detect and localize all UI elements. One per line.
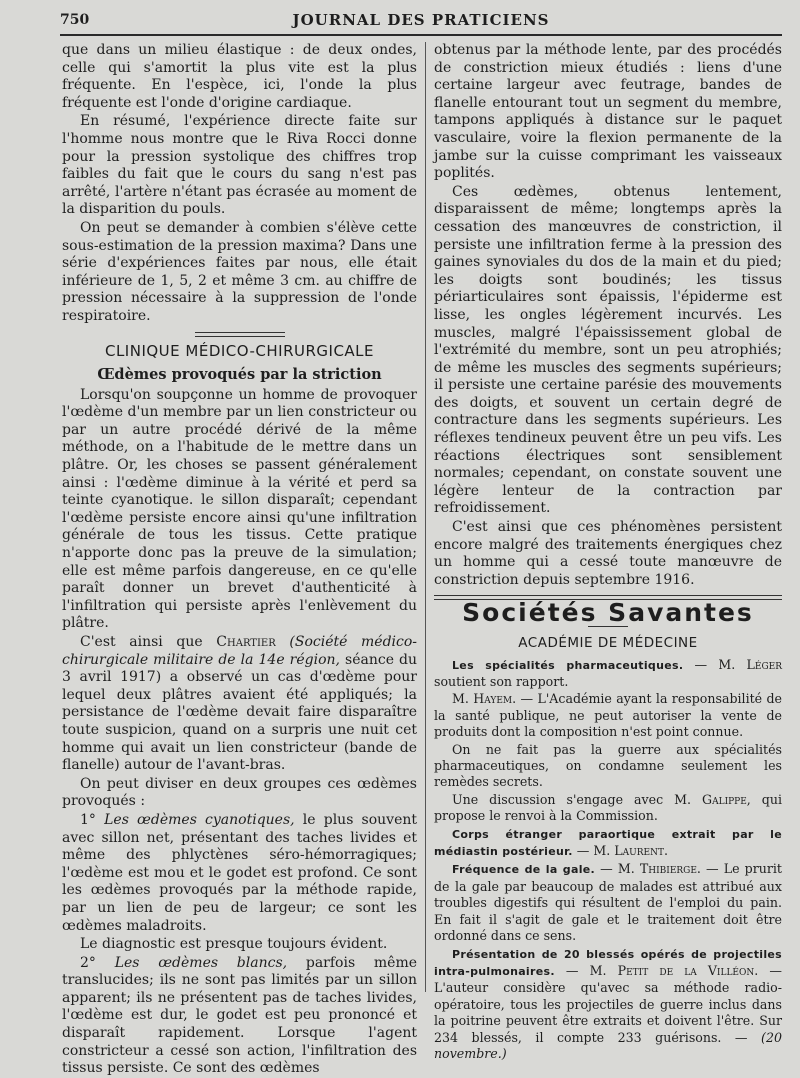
text-run: C'est ainsi que bbox=[80, 634, 203, 650]
item-label: Les spécialités pharmaceutiques. bbox=[452, 658, 684, 672]
text-run: qui propose le renvoi à la Commission. bbox=[434, 791, 782, 824]
paragraph: Ces œdèmes, obtenus lentement, disparaissent de même; longtemps après la cessation des manœuvres de constriction, il persiste une infiltration ferme à la pression des gaines synoviales du dos de la main et du pied; les doigts sont boudinés; les tissus périarticulaires sont épaissis, l'épiderme est lisse, les ongles légèrement incurvés. Les muscles, malgré l'épaississement global de l'extrémité du membre, sont un peu atrophiés; de même les muscles des segments supérieurs; il persiste une certaine parésie des mouvements des doigts, et souvent un certain degré de contracture dans les segments supérieurs. Les réflexes tendineux peuvent être un peu vifs. Les réactions électriques sont sensiblement normales; cependant, on constate souvent une légère lenteur de la contraction par refroidissement. bbox=[434, 183, 782, 517]
author-name: Thibierge. bbox=[639, 861, 701, 877]
right-column bbox=[434, 42, 783, 1061]
report-item bbox=[434, 691, 782, 740]
item-label: Fréquence de la gale. bbox=[452, 863, 596, 877]
author-name: Léger bbox=[746, 656, 782, 672]
article-title: Œdèmes provoqués par la striction bbox=[97, 366, 382, 384]
paragraph: En résumé, l'expérience directe faite sur l'homme nous montre que le Riva Rocci donne pour la pression systolique des chiffres trop faibles du fait que le cours du sang n'est pas arrêté, l'artère n'étant pas écrasée au moment de la disparition du pouls. bbox=[62, 113, 417, 218]
text-run: séance du 3 avril 1917) a observé un cas d'œdème pour lequel deux plâtres avaient été appliqués; la persistance de l'œdème devait faire disparaître toute suspicion, quand on a surpris une nuit cet homme qui avait un lien constricteur (bande de flanelle) autour de l'avant-bras. bbox=[62, 651, 417, 774]
author-name: Laurent. bbox=[614, 843, 668, 859]
author-name: Petit de la Villéon. bbox=[617, 962, 759, 978]
section-divider bbox=[195, 332, 285, 337]
text-run: le plus souvent avec sillon net, présentant des taches livides et même des phlyctènes séro-hémorragiques; l'œdème est mou et le godet est profond. Ce sont les œdèmes provoqués par la méthode rapide, par un lien de peu de largeur; ce sont les œdèmes maladroits. bbox=[62, 811, 418, 934]
paragraph: On peut se demander à combien s'élève cette sous-estimation de la pression maxima? Dans une série d'expériences faites par nous, elle était inférieure de 1, 5, 2 et même 3 cm. au chiffre de pression nécessaire à la suppression de l'onde respiratoire. bbox=[62, 219, 417, 324]
date: (20 novembre.) bbox=[434, 1029, 782, 1061]
paragraph bbox=[62, 812, 417, 935]
page-number: 750 bbox=[60, 12, 90, 28]
list-number: 2° bbox=[80, 954, 96, 971]
column-divider bbox=[425, 42, 426, 992]
text-run: Une discussion s'engage avec M. bbox=[452, 791, 692, 807]
text-run: — Le prurit de la gale par beaucoup de malades est attribué aux troubles digestifs qui résultent de l'emploi du pain. En fait il s'agit de gale et le traitement doit être ordonné dans ce sens. bbox=[434, 861, 782, 944]
text-run: — M. bbox=[694, 656, 736, 672]
text-run: soutient son rapport. bbox=[434, 674, 569, 689]
paragraph: C'est ainsi que ces phénomènes persistent encore malgré des traitements énergiques chez un homme qui a cessé toute manœuvre de constriction depuis septembre 1916. bbox=[434, 519, 782, 588]
text-run: M. bbox=[452, 691, 469, 707]
text-run: — M. bbox=[565, 962, 607, 978]
paragraph bbox=[62, 955, 417, 1078]
report-item bbox=[434, 861, 782, 944]
report-item bbox=[434, 946, 782, 1063]
paragraph: On peut diviser en deux groupes ces œdèmes provoqués : bbox=[62, 775, 417, 810]
emphasis: Les œdèmes cyanotiques, bbox=[104, 811, 295, 828]
report-item bbox=[434, 792, 782, 825]
paragraph bbox=[62, 634, 417, 775]
section-heading: CLINIQUE MÉDICO-CHIRURGICALE bbox=[104, 341, 375, 360]
citation: (Société médico-chirurgicale militaire de la 14e région, bbox=[62, 634, 418, 668]
author-name: Hayem. bbox=[473, 691, 517, 707]
report-item: On ne fait pas la guerre aux spécialités pharmaceutiques, on condamne seulement les remèdes secrets. bbox=[434, 741, 782, 790]
author-name: Chartier bbox=[216, 634, 276, 650]
item-label: Présentation de 20 blessés opérés de projectiles intra-pulmonaires. bbox=[434, 947, 782, 978]
report-item bbox=[434, 657, 782, 691]
academy-heading: ACADÉMIE DE MÉDECINE bbox=[518, 635, 698, 651]
journal-title: JOURNAL DES PRATICIENS bbox=[292, 11, 550, 29]
text-run: — L'auteur considère qu'avec sa méthode radio-opératoire, tous les projectiles de guerre inclus dans la poitrine peuvent être extraits et doivent l'être. Sur 234 blessés, il compte 233 guérisons. — bbox=[434, 962, 782, 1045]
list-number: 1° bbox=[80, 811, 96, 828]
text-run: — L'Académie ayant la responsabilité de la santé publique, ne peut autoriser la vente de produits dont la composition n'est point connue. bbox=[434, 691, 783, 740]
paragraph: Le diagnostic est presque toujours évident. bbox=[80, 936, 388, 953]
running-header bbox=[60, 8, 782, 36]
paragraph: obtenus par la méthode lente, par des procédés de constriction mieux étudiés : liens d'une certaine largeur avec feutrage, bandes de flanelle entourant tout un segment du membre, tampons appliqués à distance sur le paquet vasculaire, voire la flexion permanente de la jambe sur la cuisse comprimant les vaisseaux poplités. bbox=[434, 42, 782, 182]
text-run: — M. bbox=[576, 843, 611, 859]
text-run: — M. bbox=[600, 861, 635, 877]
emphasis: Les œdèmes blancs, bbox=[114, 954, 288, 971]
item-label: Corps étranger paraortique extrait par le médiastin postérieur. bbox=[434, 827, 782, 859]
author-name: Galippe, bbox=[702, 791, 751, 807]
societies-heading: Sociétés Savantes bbox=[462, 598, 754, 628]
left-column bbox=[62, 42, 418, 1077]
text-run: parfois même translucides; ils ne sont pas limités par un sillon apparent; ils ne présentent pas de taches livides, l'œdème est dur, le godet est peu prononcé et disparaît rapidement. Lorsque l'agent constricteur a cessé son action, l'infiltration des tissus persiste. Ce sont des œdèmes bbox=[62, 954, 418, 1077]
report-item bbox=[434, 826, 782, 861]
paragraph: Lorsqu'on soupçonne un homme de provoquer l'œdème d'un membre par un lien constricteur ou par un autre procédé dérivé de la même méthode, on a l'habitude de le mettre dans un plâtre. Or, les choses se passent généralement ainsi : l'œdème diminue à la vérité et perd sa teinte cyanotique. le sillon disparaît; cependant l'œdème persiste encore ainsi qu'une infiltration générale de tous les tissus. Cette pratique n'apporte donc pas la preuve de la simulation; elle est même parfois dangereuse, en ce qu'elle paraît donner un brevet d'authenticité à l'infiltration qui persiste après l'enlèvement du plâtre. bbox=[62, 386, 417, 632]
paragraph: que dans un milieu élastique : de deux ondes, celle qui s'amortit la plus vite est la plus fréquente. En l'espèce, ici, l'onde la plus fréquente est l'onde d'origine cardiaque. bbox=[62, 42, 417, 111]
